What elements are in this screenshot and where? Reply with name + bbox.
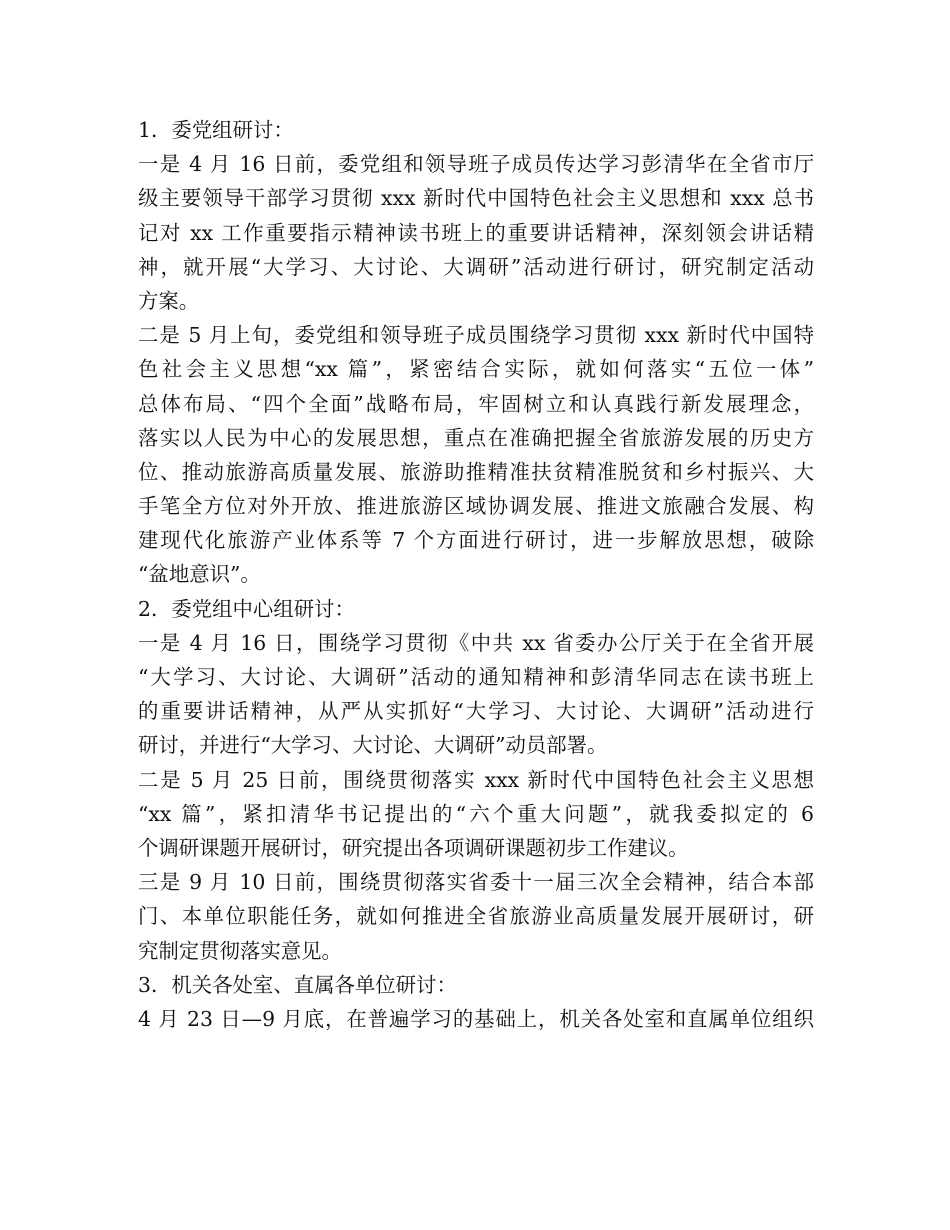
text-line: 三是 9 月 10 日前，围绕贯彻落实省委十一届三次全会精神，结合本部 [138,870,814,895]
text-line: “xx 篇”，紧扣清华书记提出的“六个重大问题”，就我委拟定的 6 [138,801,814,826]
text-line: 研讨，并进行“大学习、大讨论、大调研”动员部署。 [138,733,608,758]
text-line: 位、推动旅游高质量发展、旅游助推精准扶贫精准脱贫和乡村振兴、大 [138,459,814,484]
text-line: 4 月 23 日—9 月底，在普遍学习的基础上，机关各处室和直属单位组织 [138,1006,814,1031]
text-line: 2．委党组中心组研讨： [138,596,355,621]
text-line: “盆地意识”。 [138,562,261,587]
text-line: 神，就开展“大学习、大讨论、大调研”活动进行研讨，研究制定活动 [138,254,814,279]
text-line: 记对 xx 工作重要指示精神读书班上的重要讲话精神，深刻领会讲话精 [138,220,814,245]
text-line: 的重要讲话精神，从严从实抓好“大学习、大讨论、大调研”活动进行 [138,699,814,724]
text-line: “大学习、大讨论、大调研”活动的通知精神和彭清华同志在读书班上 [138,665,814,689]
text-line: 究制定贯彻落实意见。 [138,938,342,963]
text-line: 色社会主义思想“xx 篇”，紧密结合实际，就如何落实“五位一体” [138,357,814,382]
text-line: 建现代化旅游产业体系等 7 个方面进行研讨，进一步解放思想，破除 [138,528,814,553]
text-line: 二是 5 月 25 日前，围绕贯彻落实 xxx 新时代中国特色社会主义思想 [138,767,814,792]
text-line: 总体布局、“四个全面”战略布局，牢固树立和认真践行新发展理念， [138,391,814,416]
text-line: 级主要领导干部学习贯彻 xxx 新时代中国特色社会主义思想和 xxx 总书 [138,186,814,211]
text-line: 个调研课题开展研讨，研究提出各项调研课题初步工作建议。 [138,835,689,860]
text-line: 方案。 [138,288,200,313]
document-page [138,113,814,1036]
text-line: 1．委党组研讨： [138,118,294,142]
text-line: 门、本单位职能任务，就如何推进全省旅游业高质量发展开展研讨，研 [138,904,814,929]
text-line: 3．机关各处室、直属各单位研讨： [138,972,457,997]
text-line: 一是 4 月 16 日，围绕学习贯彻《中共 xx 省委办公厅关于在全省开展 [138,630,814,655]
text-line: 一是 4 月 16 日前，委党组和领导班子成员传达学习彭清华在全省市厅 [138,152,814,177]
text-line: 落实以人民为中心的发展思想，重点在准确把握全省旅游发展的历史方 [138,425,814,450]
text-line: 二是 5 月上旬，委党组和领导班子成员围绕学习贯彻 xxx 新时代中国特 [138,323,814,348]
text-line: 手笔全方位对外开放、推进旅游区域协调发展、推进文旅融合发展、构 [138,494,814,519]
